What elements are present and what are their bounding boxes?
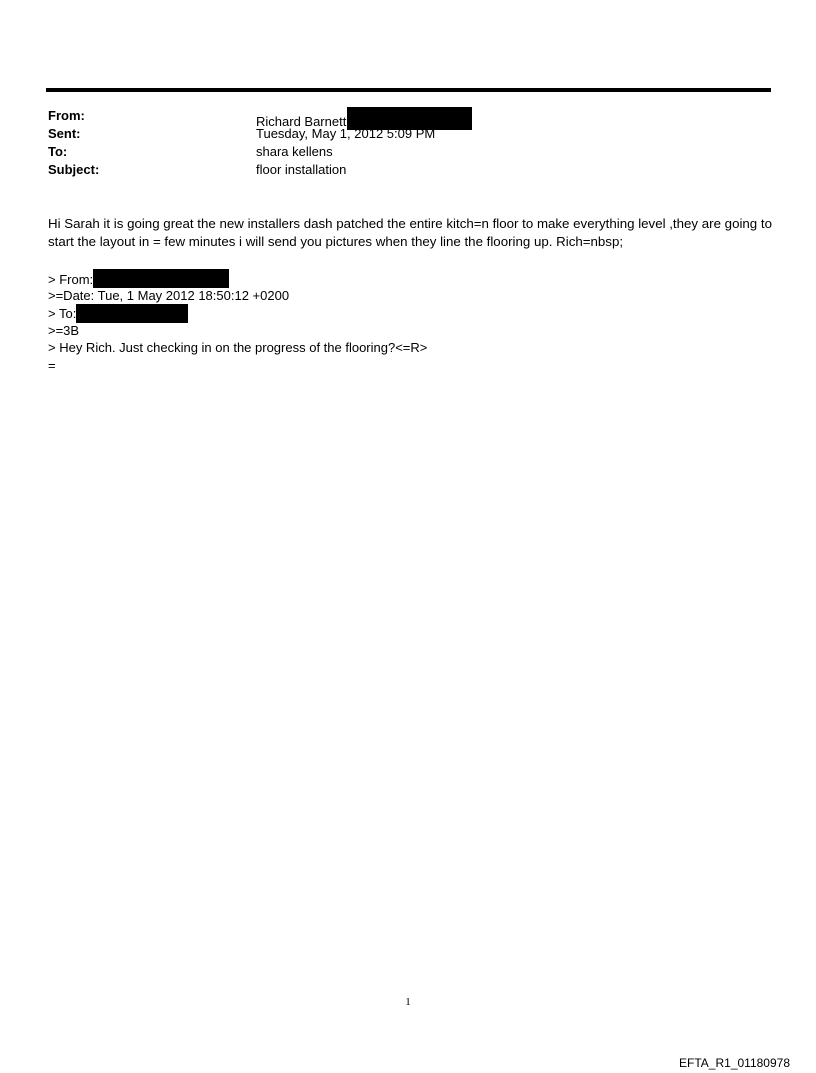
header-row-from <box>48 107 768 129</box>
email-header <box>48 107 768 179</box>
from-label: From: <box>48 108 85 123</box>
quoted-message <box>48 269 648 374</box>
quoted-code-line: >=3B <box>48 322 80 338</box>
to-value: shara kellens <box>256 144 333 159</box>
quoted-to-label: > To: <box>48 306 77 321</box>
quoted-date-line: >=Date: Tue, 1 May 2012 18:50:12 +0200 <box>48 287 290 303</box>
subject-value: floor installation <box>256 162 347 177</box>
quoted-from-label: > From: <box>48 272 94 287</box>
redaction-block <box>76 304 188 323</box>
to-label: To: <box>48 144 68 159</box>
header-row-sent <box>48 125 768 143</box>
header-row-subject <box>48 161 768 179</box>
quoted-message-line: > Hey Rich. Just checking in on the progress of the flooring?<=R> <box>48 340 428 355</box>
from-sender-name: Richard Barnett <box>256 114 347 129</box>
quoted-to-line <box>48 304 648 322</box>
quoted-from-line <box>48 269 648 287</box>
sent-value: Tuesday, May 1, 2012 5:09 PM <box>256 126 436 141</box>
subject-label: Subject: <box>48 162 100 177</box>
page-number: 1 <box>405 996 411 1008</box>
quoted-end-line: = <box>48 357 56 373</box>
header-divider-rule <box>46 88 771 92</box>
sent-label: Sent: <box>48 126 81 141</box>
redaction-block <box>93 269 229 288</box>
header-row-to <box>48 143 768 161</box>
document-id: EFTA_R1_01180978 <box>679 1056 790 1070</box>
email-body-text: Hi Sarah it is going great the new installers dash patched the entire kitch=n floor to make everything level ,they are going to start the layout in = few minutes i will send you pictures when they line the flooring up. Rich=nbsp; <box>48 216 772 249</box>
